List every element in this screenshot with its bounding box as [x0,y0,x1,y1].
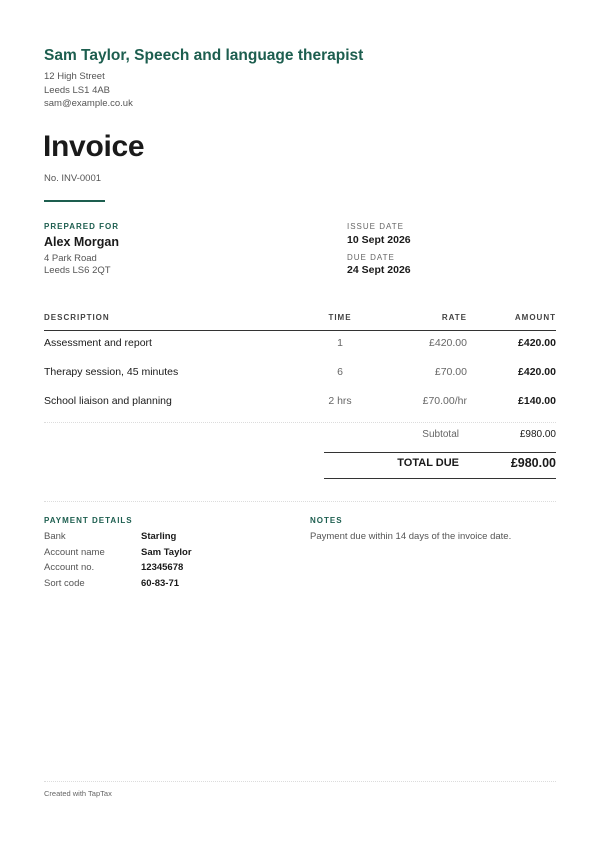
row-time: 2 hrs [328,395,352,407]
column-header-time: TIME [328,313,352,322]
column-header-rate: RATE [441,313,467,322]
column-header-description: DESCRIPTION [44,313,110,322]
table-row [0,337,600,355]
subtotal-value: £980.00 [519,429,556,440]
column-header-amount: AMOUNT [514,313,556,322]
row-amount: £420.00 [518,366,556,378]
row-description: Assessment and report [44,337,152,349]
payment-row [44,562,294,578]
section-divider [44,501,556,502]
row-description: School liaison and planning [44,395,172,407]
row-description: Therapy session, 45 minutes [44,366,179,378]
business-address-line1: 12 High Street [44,71,105,82]
total-rule-top [324,452,556,453]
business-name: Sam Taylor, Speech and language therapist [44,47,364,64]
issue-date-label: ISSUE DATE [347,222,404,231]
due-date-value: 24 Sept 2026 [347,264,411,276]
footer-divider [44,781,556,782]
payment-details-label: PAYMENT DETAILS [44,516,133,525]
total-due-value: £980.00 [510,456,556,470]
table-end-rule [44,422,556,423]
payment-value: Sam Taylor [141,546,192,558]
row-amount: £140.00 [518,395,556,407]
payment-row [44,531,294,547]
row-amount: £420.00 [518,337,556,349]
business-address [44,70,133,111]
row-time: 1 [337,337,343,349]
table-header-rule [44,330,556,331]
payment-key: Account no. [44,562,95,573]
invoice-number: No. INV-0001 [44,173,102,184]
accent-divider [44,200,105,202]
table-row [0,395,600,413]
footer-credit: Created with TapTax [44,789,112,798]
payment-key: Bank [44,531,66,542]
row-time: 6 [337,366,343,378]
notes-label: NOTES [310,516,343,525]
payment-value: Starling [141,531,177,542]
row-rate: £70.00/hr [422,395,467,407]
client-address-line2: Leeds LS6 2QT [44,265,111,276]
client-name: Alex Morgan [44,235,120,249]
total-due-label: TOTAL DUE [397,457,459,469]
prepared-for-label: PREPARED FOR [44,222,119,231]
subtotal-label: Subtotal [422,429,459,440]
payment-row [44,547,294,563]
row-rate: £420.00 [429,337,467,349]
payment-value: 60-83-71 [141,577,180,589]
row-rate: £70.00 [434,366,467,378]
payment-details [44,531,294,593]
business-address-line2: Leeds LS1 4AB [44,84,111,96]
payment-row [44,578,294,594]
notes-text: Payment due within 14 days of the invoice date. [310,531,512,542]
client-address-line1: 4 Park Road [44,253,97,264]
due-date-label: DUE DATE [347,253,395,262]
business-email: sam@example.co.uk [44,98,133,109]
issue-date-value: 10 Sept 2026 [347,234,411,246]
client-address [44,253,111,277]
payment-value: 12345678 [141,562,184,573]
payment-key: Sort code [44,577,85,589]
invoice-title: Invoice [43,130,145,163]
total-rule-bottom [324,478,556,479]
payment-key: Account name [44,546,105,558]
table-row [0,366,600,384]
